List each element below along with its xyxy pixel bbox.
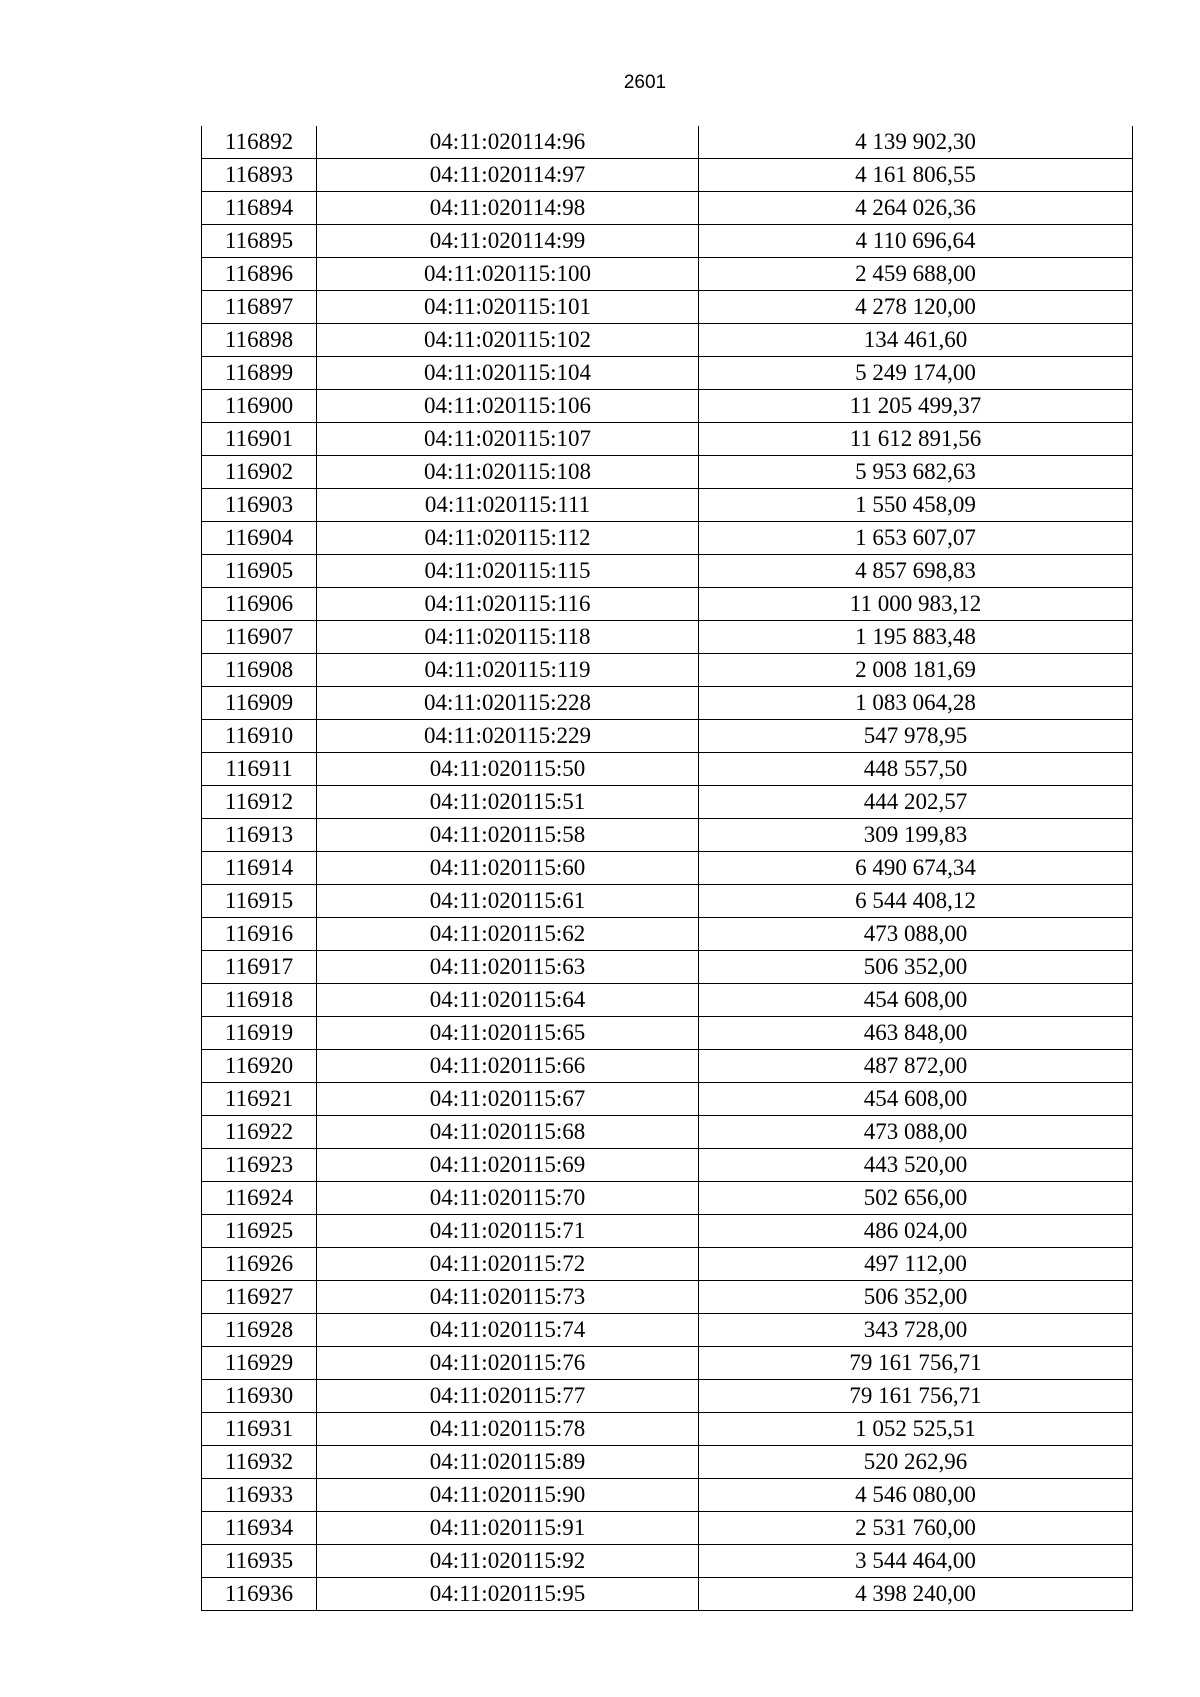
value-cell: 79 161 756,71 <box>699 1380 1133 1413</box>
value-cell: 4 110 696,64 <box>699 225 1133 258</box>
row-number-cell: 116923 <box>202 1149 317 1182</box>
value-cell: 343 728,00 <box>699 1314 1133 1347</box>
table-row <box>202 1050 1133 1083</box>
row-number-cell: 116914 <box>202 852 317 885</box>
row-number-cell: 116917 <box>202 951 317 984</box>
table-row <box>202 1578 1133 1611</box>
cadastral-number-cell: 04:11:020115:73 <box>317 1281 699 1314</box>
row-number-cell: 116928 <box>202 1314 317 1347</box>
value-cell: 547 978,95 <box>699 720 1133 753</box>
value-cell: 4 264 026,36 <box>699 192 1133 225</box>
row-number-cell: 116936 <box>202 1578 317 1611</box>
value-cell: 134 461,60 <box>699 324 1133 357</box>
value-cell: 497 112,00 <box>699 1248 1133 1281</box>
cadastral-number-cell: 04:11:020115:77 <box>317 1380 699 1413</box>
cadastral-number-cell: 04:11:020115:100 <box>317 258 699 291</box>
row-number-cell: 116934 <box>202 1512 317 1545</box>
cadastral-number-cell: 04:11:020115:112 <box>317 522 699 555</box>
table-row <box>202 1545 1133 1578</box>
cadastral-number-cell: 04:11:020115:58 <box>317 819 699 852</box>
table-row <box>202 753 1133 786</box>
table-row <box>202 1446 1133 1479</box>
cadastral-number-cell: 04:11:020115:229 <box>317 720 699 753</box>
row-number-cell: 116911 <box>202 753 317 786</box>
value-cell: 448 557,50 <box>699 753 1133 786</box>
cadastral-number-cell: 04:11:020115:90 <box>317 1479 699 1512</box>
table-row <box>202 126 1133 159</box>
table-row <box>202 291 1133 324</box>
cadastral-number-cell: 04:11:020115:74 <box>317 1314 699 1347</box>
cadastral-number-cell: 04:11:020115:50 <box>317 753 699 786</box>
value-cell: 506 352,00 <box>699 951 1133 984</box>
value-cell: 454 608,00 <box>699 1083 1133 1116</box>
table-row <box>202 423 1133 456</box>
row-number-cell: 116902 <box>202 456 317 489</box>
cadastral-number-cell: 04:11:020115:68 <box>317 1116 699 1149</box>
cadastral-number-cell: 04:11:020115:111 <box>317 489 699 522</box>
cadastral-number-cell: 04:11:020115:119 <box>317 654 699 687</box>
value-cell: 11 205 499,37 <box>699 390 1133 423</box>
value-cell: 4 398 240,00 <box>699 1578 1133 1611</box>
table-row <box>202 522 1133 555</box>
row-number-cell: 116908 <box>202 654 317 687</box>
row-number-cell: 116903 <box>202 489 317 522</box>
row-number-cell: 116920 <box>202 1050 317 1083</box>
value-cell: 6 490 674,34 <box>699 852 1133 885</box>
table-row <box>202 654 1133 687</box>
row-number-cell: 116926 <box>202 1248 317 1281</box>
table-row <box>202 852 1133 885</box>
table-row <box>202 1380 1133 1413</box>
table-row <box>202 456 1133 489</box>
value-cell: 5 249 174,00 <box>699 357 1133 390</box>
cadastral-number-cell: 04:11:020115:71 <box>317 1215 699 1248</box>
value-cell: 1 083 064,28 <box>699 687 1133 720</box>
cadastral-number-cell: 04:11:020115:66 <box>317 1050 699 1083</box>
row-number-cell: 116913 <box>202 819 317 852</box>
cadastral-number-cell: 04:11:020114:97 <box>317 159 699 192</box>
value-cell: 487 872,00 <box>699 1050 1133 1083</box>
value-cell: 454 608,00 <box>699 984 1133 1017</box>
table-row <box>202 357 1133 390</box>
row-number-cell: 116906 <box>202 588 317 621</box>
row-number-cell: 116932 <box>202 1446 317 1479</box>
cadastral-number-cell: 04:11:020115:115 <box>317 555 699 588</box>
table-row <box>202 1149 1133 1182</box>
value-cell: 4 278 120,00 <box>699 291 1133 324</box>
value-cell: 443 520,00 <box>699 1149 1133 1182</box>
cadastral-number-cell: 04:11:020115:104 <box>317 357 699 390</box>
cadastral-number-cell: 04:11:020115:67 <box>317 1083 699 1116</box>
row-number-cell: 116935 <box>202 1545 317 1578</box>
table-row <box>202 1512 1133 1545</box>
value-cell: 473 088,00 <box>699 1116 1133 1149</box>
cadastral-number-cell: 04:11:020115:70 <box>317 1182 699 1215</box>
value-cell: 1 550 458,09 <box>699 489 1133 522</box>
value-cell: 463 848,00 <box>699 1017 1133 1050</box>
value-cell: 4 161 806,55 <box>699 159 1133 192</box>
table-row <box>202 588 1133 621</box>
cadastral-number-cell: 04:11:020115:62 <box>317 918 699 951</box>
cadastral-number-cell: 04:11:020115:101 <box>317 291 699 324</box>
row-number-cell: 116892 <box>202 126 317 159</box>
cadastral-number-cell: 04:11:020115:91 <box>317 1512 699 1545</box>
row-number-cell: 116924 <box>202 1182 317 1215</box>
table-row <box>202 687 1133 720</box>
row-number-cell: 116912 <box>202 786 317 819</box>
row-number-cell: 116933 <box>202 1479 317 1512</box>
cadastral-number-cell: 04:11:020115:61 <box>317 885 699 918</box>
value-cell: 1 653 607,07 <box>699 522 1133 555</box>
row-number-cell: 116909 <box>202 687 317 720</box>
registry-table <box>201 126 1133 1611</box>
row-number-cell: 116930 <box>202 1380 317 1413</box>
table-row <box>202 1248 1133 1281</box>
value-cell: 502 656,00 <box>699 1182 1133 1215</box>
value-cell: 4 139 902,30 <box>699 126 1133 159</box>
registry-table-body <box>202 126 1133 1611</box>
cadastral-number-cell: 04:11:020115:72 <box>317 1248 699 1281</box>
cadastral-number-cell: 04:11:020115:89 <box>317 1446 699 1479</box>
table-row <box>202 984 1133 1017</box>
row-number-cell: 116899 <box>202 357 317 390</box>
value-cell: 520 262,96 <box>699 1446 1133 1479</box>
value-cell: 4 857 698,83 <box>699 555 1133 588</box>
table-row <box>202 786 1133 819</box>
table-row <box>202 159 1133 192</box>
page-number: 2601 <box>623 72 667 93</box>
table-row <box>202 819 1133 852</box>
cadastral-number-cell: 04:11:020115:92 <box>317 1545 699 1578</box>
row-number-cell: 116931 <box>202 1413 317 1446</box>
table-row <box>202 192 1133 225</box>
cadastral-number-cell: 04:11:020115:78 <box>317 1413 699 1446</box>
table-row <box>202 885 1133 918</box>
row-number-cell: 116922 <box>202 1116 317 1149</box>
row-number-cell: 116905 <box>202 555 317 588</box>
row-number-cell: 116919 <box>202 1017 317 1050</box>
table-row <box>202 1413 1133 1446</box>
cadastral-number-cell: 04:11:020115:63 <box>317 951 699 984</box>
row-number-cell: 116901 <box>202 423 317 456</box>
table-row <box>202 555 1133 588</box>
row-number-cell: 116898 <box>202 324 317 357</box>
cadastral-number-cell: 04:11:020115:69 <box>317 1149 699 1182</box>
row-number-cell: 116904 <box>202 522 317 555</box>
row-number-cell: 116907 <box>202 621 317 654</box>
row-number-cell: 116894 <box>202 192 317 225</box>
value-cell: 486 024,00 <box>699 1215 1133 1248</box>
cadastral-number-cell: 04:11:020115:116 <box>317 588 699 621</box>
cadastral-number-cell: 04:11:020114:98 <box>317 192 699 225</box>
value-cell: 473 088,00 <box>699 918 1133 951</box>
table-row <box>202 621 1133 654</box>
table-row <box>202 1479 1133 1512</box>
cadastral-number-cell: 04:11:020115:64 <box>317 984 699 1017</box>
table-row <box>202 324 1133 357</box>
cadastral-number-cell: 04:11:020115:108 <box>317 456 699 489</box>
cadastral-number-cell: 04:11:020115:228 <box>317 687 699 720</box>
row-number-cell: 116929 <box>202 1347 317 1380</box>
table-row <box>202 1347 1133 1380</box>
value-cell: 11 000 983,12 <box>699 588 1133 621</box>
value-cell: 2 531 760,00 <box>699 1512 1133 1545</box>
table-row <box>202 1116 1133 1149</box>
value-cell: 444 202,57 <box>699 786 1133 819</box>
table-row <box>202 720 1133 753</box>
row-number-cell: 116896 <box>202 258 317 291</box>
cadastral-number-cell: 04:11:020115:106 <box>317 390 699 423</box>
value-cell: 1 195 883,48 <box>699 621 1133 654</box>
value-cell: 79 161 756,71 <box>699 1347 1133 1380</box>
table-row <box>202 225 1133 258</box>
row-number-cell: 116925 <box>202 1215 317 1248</box>
row-number-cell: 116915 <box>202 885 317 918</box>
value-cell: 4 546 080,00 <box>699 1479 1133 1512</box>
cadastral-number-cell: 04:11:020115:107 <box>317 423 699 456</box>
value-cell: 2 008 181,69 <box>699 654 1133 687</box>
cadastral-number-cell: 04:11:020115:76 <box>317 1347 699 1380</box>
value-cell: 309 199,83 <box>699 819 1133 852</box>
table-row <box>202 1182 1133 1215</box>
row-number-cell: 116893 <box>202 159 317 192</box>
table-row <box>202 1017 1133 1050</box>
value-cell: 3 544 464,00 <box>699 1545 1133 1578</box>
value-cell: 1 052 525,51 <box>699 1413 1133 1446</box>
cadastral-number-cell: 04:11:020115:51 <box>317 786 699 819</box>
value-cell: 506 352,00 <box>699 1281 1133 1314</box>
value-cell: 5 953 682,63 <box>699 456 1133 489</box>
row-number-cell: 116916 <box>202 918 317 951</box>
row-number-cell: 116927 <box>202 1281 317 1314</box>
table-row <box>202 258 1133 291</box>
value-cell: 6 544 408,12 <box>699 885 1133 918</box>
cadastral-number-cell: 04:11:020115:118 <box>317 621 699 654</box>
cadastral-number-cell: 04:11:020115:60 <box>317 852 699 885</box>
row-number-cell: 116895 <box>202 225 317 258</box>
table-row <box>202 951 1133 984</box>
cadastral-number-cell: 04:11:020115:95 <box>317 1578 699 1611</box>
row-number-cell: 116918 <box>202 984 317 1017</box>
table-row <box>202 1314 1133 1347</box>
cadastral-number-cell: 04:11:020115:102 <box>317 324 699 357</box>
cadastral-number-cell: 04:11:020114:99 <box>317 225 699 258</box>
value-cell: 2 459 688,00 <box>699 258 1133 291</box>
table-row <box>202 1083 1133 1116</box>
row-number-cell: 116897 <box>202 291 317 324</box>
table-row <box>202 1215 1133 1248</box>
table-row <box>202 390 1133 423</box>
table-row <box>202 1281 1133 1314</box>
row-number-cell: 116921 <box>202 1083 317 1116</box>
cadastral-number-cell: 04:11:020115:65 <box>317 1017 699 1050</box>
table-row <box>202 918 1133 951</box>
value-cell: 11 612 891,56 <box>699 423 1133 456</box>
row-number-cell: 116910 <box>202 720 317 753</box>
table-row <box>202 489 1133 522</box>
row-number-cell: 116900 <box>202 390 317 423</box>
cadastral-number-cell: 04:11:020114:96 <box>317 126 699 159</box>
